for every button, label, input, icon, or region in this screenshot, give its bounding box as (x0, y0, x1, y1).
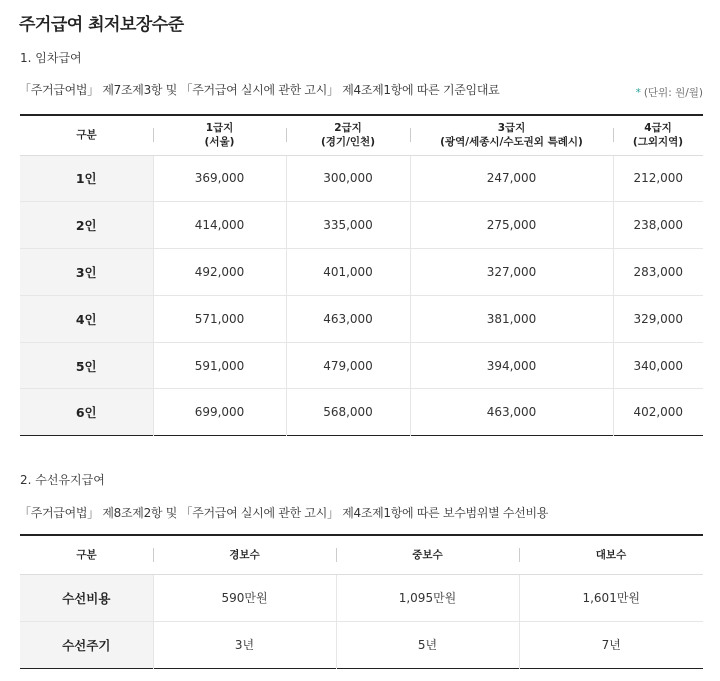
header-cell: 대보수 (519, 535, 703, 574)
table-cell: 590만원 (153, 574, 336, 621)
header-cell: 1급지 (서울) (153, 115, 286, 155)
page-title: 주거급여 최저보장수준 (19, 15, 184, 35)
section1-heading: 1. 임차급여 (20, 51, 82, 65)
row-header: 4인 (20, 295, 153, 342)
repair-table (20, 534, 703, 669)
table-cell: 340,000 (613, 342, 703, 389)
row-header: 2인 (20, 202, 153, 249)
table-cell: 238,000 (613, 202, 703, 249)
table-cell: 247,000 (410, 155, 613, 202)
table-row (20, 155, 703, 202)
table-row (20, 249, 703, 296)
section1-description: 「주거급여법」 제7조제3항 및 「주거급여 실시에 관한 고시」 제4조제1항에 따른 기준임대료 (19, 83, 500, 97)
table-cell: 381,000 (410, 295, 613, 342)
table-cell: 275,000 (410, 202, 613, 249)
table-row (20, 202, 703, 249)
table-cell: 463,000 (410, 389, 613, 436)
table-cell: 1,095만원 (336, 574, 519, 621)
header-cell: 경보수 (153, 535, 336, 574)
table-cell: 1,601만원 (519, 574, 703, 621)
table-cell: 591,000 (153, 342, 286, 389)
table-cell: 463,000 (286, 295, 410, 342)
table-cell: 3년 (153, 621, 336, 668)
row-header: 6인 (20, 389, 153, 436)
table-cell: 568,000 (286, 389, 410, 436)
row-header: 수선비용 (20, 574, 153, 621)
row-header: 1인 (20, 155, 153, 202)
table-cell: 283,000 (613, 249, 703, 296)
table-cell: 335,000 (286, 202, 410, 249)
header-cell: 2급지 (경기/인천) (286, 115, 410, 155)
table-row (20, 342, 703, 389)
table-cell: 394,000 (410, 342, 613, 389)
table-cell: 571,000 (153, 295, 286, 342)
table-cell: 212,000 (613, 155, 703, 202)
table-cell: 327,000 (410, 249, 613, 296)
unit-note (636, 85, 703, 100)
table-cell: 492,000 (153, 249, 286, 296)
table-cell: 402,000 (613, 389, 703, 436)
table-cell: 369,000 (153, 155, 286, 202)
section2-heading: 2. 수선유지급여 (20, 473, 105, 487)
header-cell: 구분 (20, 535, 153, 574)
row-header: 5인 (20, 342, 153, 389)
row-header: 수선주기 (20, 621, 153, 668)
section2-description: 「주거급여법」 제8조제2항 및 「주거급여 실시에 관한 고시」 제4조제1항에 따른 보수범위별 수선비용 (19, 506, 549, 520)
table-cell: 699,000 (153, 389, 286, 436)
header-cell: 중보수 (336, 535, 519, 574)
table-row (20, 621, 703, 668)
rent-table (20, 114, 703, 436)
table-row (20, 295, 703, 342)
asterisk-icon: * (635, 87, 641, 99)
unit-note-text: (단위: 원/월) (643, 87, 703, 99)
table-cell: 479,000 (286, 342, 410, 389)
table-cell: 329,000 (613, 295, 703, 342)
header-cell: 4급지 (그외지역) (613, 115, 703, 155)
row-header: 3인 (20, 249, 153, 296)
table-cell: 7년 (519, 621, 703, 668)
table-header-row (20, 115, 703, 155)
table-cell: 414,000 (153, 202, 286, 249)
table-cell: 300,000 (286, 155, 410, 202)
header-cell: 3급지 (광역/세종시/수도권외 특례시) (410, 115, 613, 155)
table-row (20, 389, 703, 436)
table-header-row (20, 535, 703, 574)
table-row (20, 574, 703, 621)
table-cell: 5년 (336, 621, 519, 668)
header-cell: 구분 (20, 115, 153, 155)
table-cell: 401,000 (286, 249, 410, 296)
